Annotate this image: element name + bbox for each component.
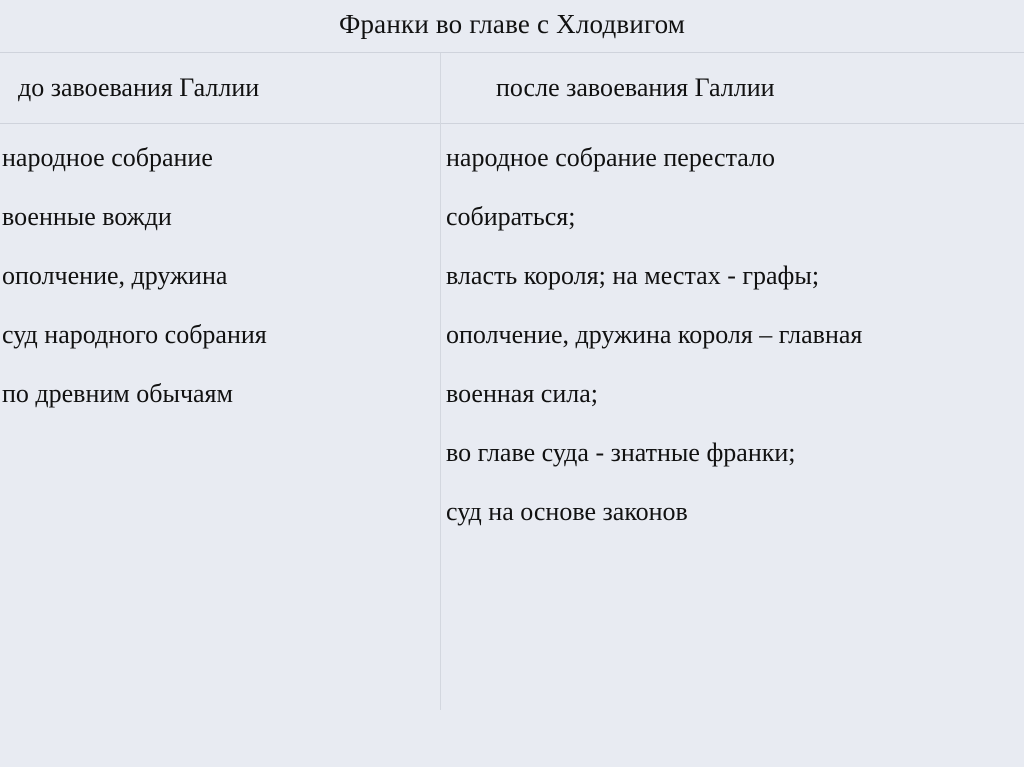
before-line: ополчение, дружина [2, 261, 228, 290]
after-line: власть короля; на местах - графы; [446, 261, 820, 290]
after-conquest-column [446, 128, 1016, 541]
before-conquest-column [2, 128, 432, 423]
before-line: по древним обычаям [2, 379, 233, 408]
column-divider [440, 53, 441, 710]
table-header-row [0, 53, 1024, 124]
after-line: во главе суда - знатные франки; [446, 438, 796, 467]
before-line: военные вожди [2, 202, 172, 231]
after-line: ополчение, дружина короля – главная [446, 320, 863, 349]
after-line: народное собрание перестало [446, 143, 775, 172]
header-after-conquest: после завоевания Галлии [496, 73, 775, 102]
after-line: военная сила; [446, 379, 598, 408]
before-line: суд народного собрания [2, 320, 267, 349]
after-line: суд на основе законов [446, 497, 688, 526]
header-before-conquest: до завоевания Галлии [18, 73, 260, 102]
table-title-row [0, 0, 1024, 53]
after-line: собираться; [446, 202, 576, 231]
table-title: Франки во главе с Хлодвигом [338, 8, 686, 39]
before-line: народное собрание [2, 143, 213, 172]
